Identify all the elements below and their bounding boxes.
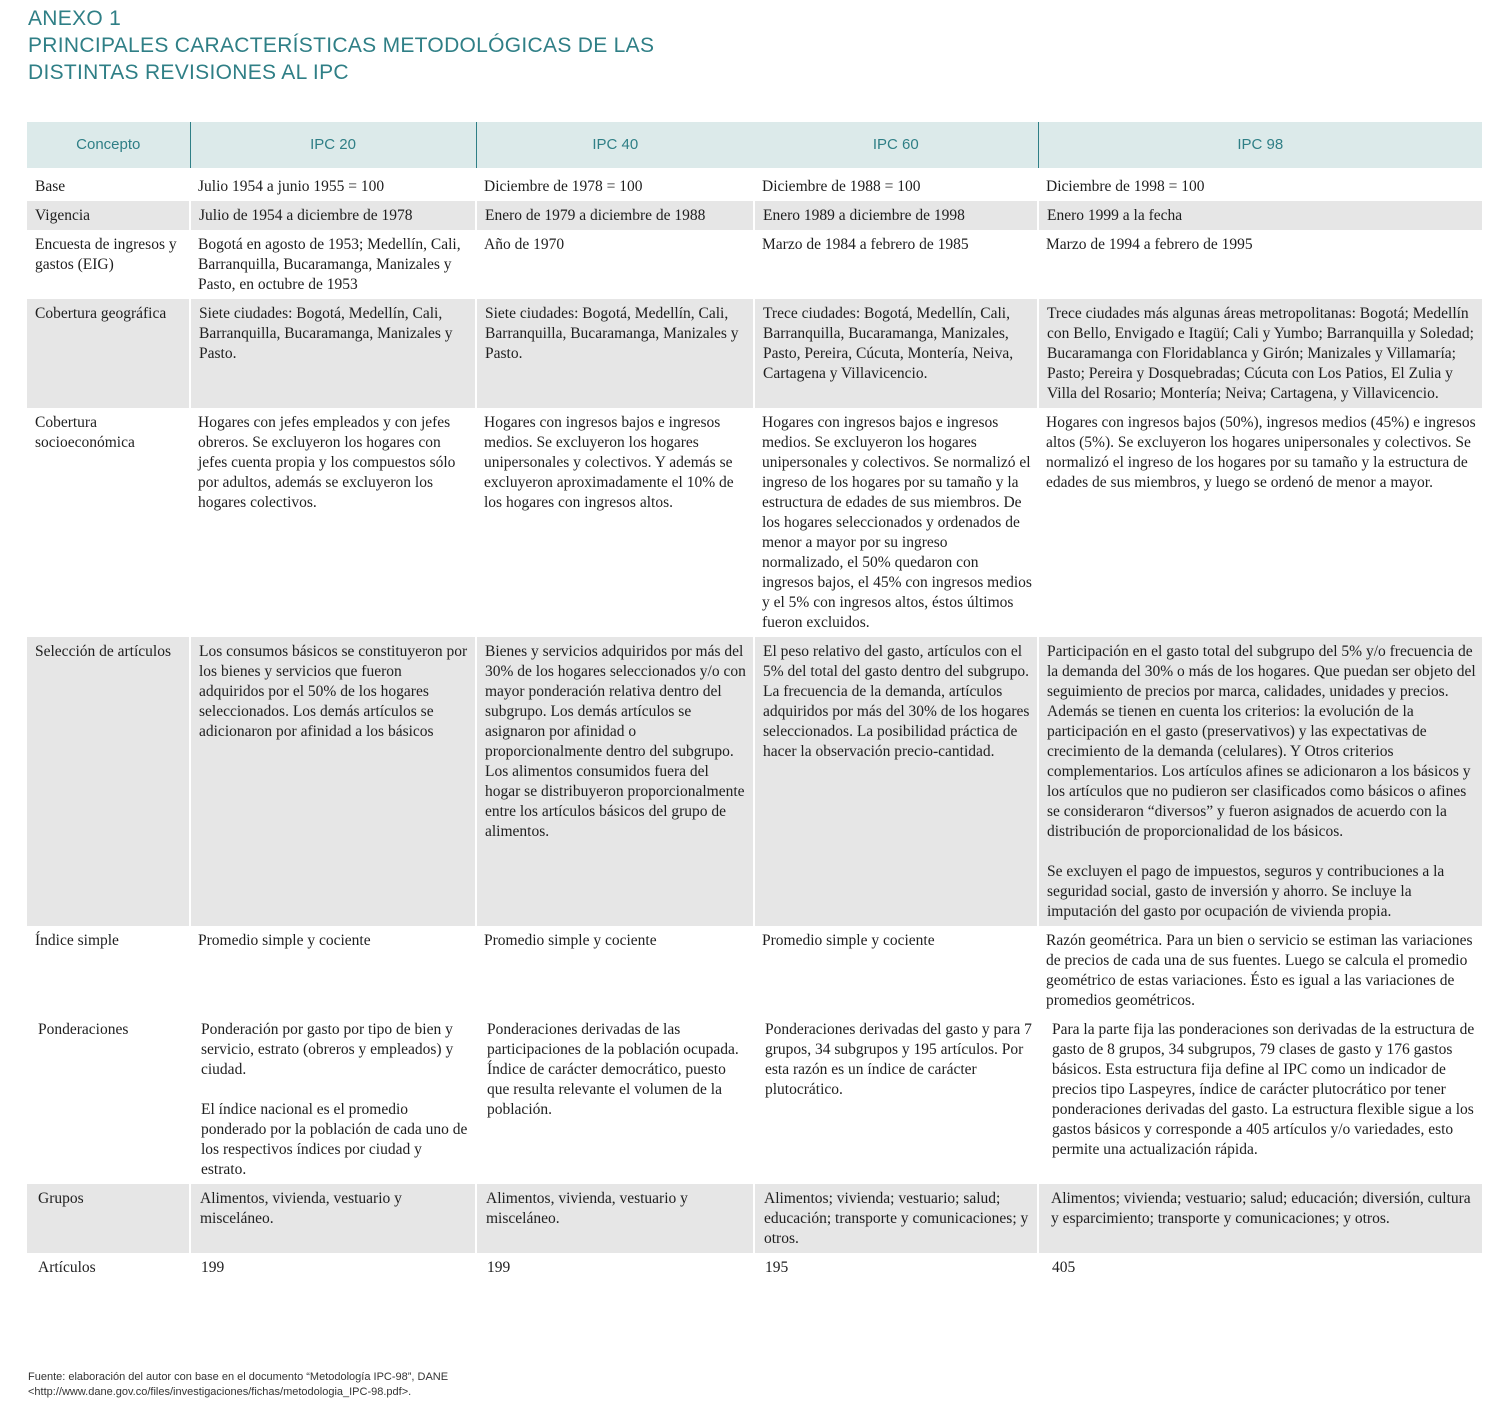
title-line-2: PRINCIPALES CARACTERÍSTICAS METODOLÓGICAS DE LAS [28,34,655,57]
cell-ipc98: Marzo de 1994 a febrero de 1995 [1046,236,1253,253]
paragraph: Ponderación por gasto por tipo de bien y servicio, estrato (obreros y empleados) y ciudad. [201,1021,454,1078]
cell-concepto: Vigencia [27,201,190,230]
cell-ipc40: Año de 1970 [484,236,565,253]
cell-ipc40: Alimentos, vivienda, vestuario y misceláneo. [476,1184,754,1253]
row-seleccion-articulos [27,637,1482,926]
cell-ipc98: Enero 1999 a la fecha [1038,201,1482,230]
cell-ipc98: Alimentos; vivienda; vestuario; salud; educación; diversión, cultura y esparcimiento; transporte y comunicaciones; y otros. [1038,1184,1482,1253]
source-note: Fuente: elaboración del autor con base en el documento “Metodología IPC-98”, DANE <http://www.dane.gov.co/files/investigaciones/fichas/metodologia_IPC-98.pdf>. [28,1371,449,1398]
title-line-1: ANEXO 1 [28,7,122,30]
cell-ipc60: Ponderaciones derivadas del gasto y para 7 grupos, 34 subgrupos y 195 artículos. Por esta razón es un índice de carácter plutocrático. [765,1021,1032,1098]
cell-ipc40: Diciembre de 1978 = 100 [484,178,643,195]
header-ipc20: IPC 20 [190,122,476,168]
cell-ipc40: Ponderaciones derivadas de las participaciones de la población ocupada. Índice de carácter democrático, puesto que resulta relevante el volumen de la población. [487,1021,739,1118]
row-base [27,168,1482,201]
methodology-table [27,122,1482,1282]
row-ponderaciones [27,1015,1482,1184]
cell-concepto: Cobertura geográfica [27,299,190,408]
cell-concepto: Selección de artículos [27,637,190,926]
row-encuesta [27,230,1482,299]
cell-ipc40: Bienes y servicios adquiridos por más del 30% de los hogares seleccionados y/o con mayor ponderación relativa dentro del subgrupo. Los demás artículos se asignaron por afinidad o proporcionalmente dentro del subgrupo. Los alimentos consumidos fuera del hogar se distribuyeron proporcionalmente entre los artículos básicos del grupo de alimentos. [476,637,754,926]
header-ipc60: IPC 60 [754,122,1038,168]
cell-ipc98: 405 [1052,1259,1076,1276]
paragraph: Se excluyen el pago de impuestos, seguros y contribuciones a la seguridad social, gasto de inversión y ahorro. Se incluye la imputación del gasto por ocupación de vivienda propia. [1047,863,1445,920]
cell-ipc98 [1038,637,1482,926]
cell-ipc60: Trece ciudades: Bogotá, Medellín, Cali, Barranquilla, Bucaramanga, Manizales, Pasto, Pereira, Cúcuta, Montería, Neiva, Cartagena y Villavicencio. [754,299,1038,408]
cell-ipc20: 199 [201,1259,225,1276]
cell-ipc20: Alimentos, vivienda, vestuario y misceláneo. [190,1184,476,1253]
cell-ipc98: Trece ciudades más algunas áreas metropolitanas: Bogotá; Medellín con Bello, Envigado e Itagüí; Cali y Yumbo; Barranquilla y Soledad; Bucaramanga con Floridablanca y Girón; Manizales y Villamaría; Pasto; Pereira y Dosquebradas; Cúcuta con Los Patios, El Zulia y Villa del Rosario; Montería; Neiva; Cartagena, y Villavicencio. [1038,299,1482,408]
cell-ipc98: Para la parte fija las ponderaciones son derivadas de la estructura de gasto de 8 grupos, 34 subgrupos, 79 clases de gasto y 176 gastos básicos. Esta estructura fija define al IPC como un indicador de precios tipo Laspeyres, índice de carácter plutocrático por tener ponderaciones derivadas del gasto. La estructura flexible sigue a los gastos básicos y corresponde a 405 artículos y/o variedades, esto permite una actualización rápida. [1052,1021,1475,1158]
cell-ipc60: Enero 1989 a diciembre de 1998 [754,201,1038,230]
cell-ipc20: Julio de 1954 a diciembre de 1978 [190,201,476,230]
cell-ipc20: Los consumos básicos se constituyeron por los bienes y servicios que fueron adquiridos por el 50% de los hogares seleccionados. Los demás artículos se adicionaron por afinidad a los básicos [190,637,476,926]
cell-ipc40: Siete ciudades: Bogotá, Medellín, Cali, Barranquilla, Bucaramanga, Manizales y Pasto. [476,299,754,408]
row-articulos [27,1253,1482,1282]
header-concepto: Concepto [27,122,190,168]
cell-ipc20: Siete ciudades: Bogotá, Medellín, Cali, Barranquilla, Bucaramanga, Manizales y Pasto. [190,299,476,408]
cell-ipc40: Promedio simple y cociente [484,932,657,949]
cell-concepto: Cobertura socioeconómica [35,414,135,451]
cell-ipc98: Hogares con ingresos bajos (50%), ingresos medios (45%) e ingresos altos (5%). Se excluyeron los hogares unipersonales y colectivos. Se normalizó el ingreso de los hogares por su tamaño y la estructura de edades de sus miembros, y luego se ordenó de menor a mayor. [1046,414,1476,491]
cell-ipc60: Diciembre de 1988 = 100 [762,178,921,195]
cell-ipc60: Promedio simple y cociente [762,932,935,949]
header-ipc98: IPC 98 [1038,122,1482,168]
annex-title [28,5,654,86]
header-row [27,122,1482,168]
row-vigencia [27,201,1482,230]
cell-concepto: Ponderaciones [38,1021,129,1038]
cell-ipc20: Bogotá en agosto de 1953; Medellín, Cali, Barranquilla, Bucaramanga, Manizales y Pasto, en octubre de 1953 [198,236,461,293]
cell-ipc20: Julio 1954 a junio 1955 = 100 [198,178,385,195]
paragraph: Participación en el gasto total del subgrupo del 5% y/o frecuencia de la demanda del 30% o más de los hogares. Que puedan ser objeto del seguimiento de precios por marca, calidades, unidades y precios. Además se tienen en cuenta los criterios: la evolución de la participación en el gasto (preservativos) y las expectativas de crecimiento de la demanda (celulares). Y Otros criterios complementarios. Los artículos afines se adicionaron a los básicos y los artículos que no pudieron ser clasificados como básicos o afines se consideraron “diversos” y fueron asignados de acuerdo con la distribución de proporcionalidad de los básicos. [1047,643,1476,840]
cell-ipc60: 195 [765,1259,789,1276]
cell-ipc40: Hogares con ingresos bajos e ingresos medios. Se excluyeron los hogares unipersonales y colectivos. Y además se excluyeron aproximadamente el 10% de los hogares con ingresos altos. [484,414,734,511]
row-cobertura-socioeconomica [27,408,1482,637]
cell-concepto: Índice simple [35,932,119,949]
cell-ipc20 [190,1015,476,1184]
cell-ipc98: Diciembre de 1998 = 100 [1046,178,1205,195]
title-line-3: DISTINTAS REVISIONES AL IPC [28,61,349,84]
cell-ipc40: 199 [487,1259,511,1276]
cell-ipc60: Hogares con ingresos bajos e ingresos medios. Se excluyeron los hogares unipersonales y colectivos. Se normalizó el ingreso de los hogares por su tamaño y la estructura de edades de sus miembros. De los hogares seleccionados y ordenados de menor a mayor por su ingreso normalizado, el 50% quedaron con ingresos bajos, el 45% con ingresos medios y el 5% con ingresos altos, éstos últimos fueron excluidos. [762,414,1032,631]
header-ipc40: IPC 40 [476,122,754,168]
cell-ipc20: Promedio simple y cociente [198,932,371,949]
cell-ipc60: Alimentos; vivienda; vestuario; salud; educación; transporte y comunicaciones; y otros. [754,1184,1038,1253]
paragraph: El índice nacional es el promedio ponderado por la población de cada uno de los respectivos índices por ciudad y estrato. [201,1101,468,1178]
cell-concepto: Base [35,178,66,195]
cell-concepto: Encuesta de ingresos y gastos (EIG) [35,236,177,273]
cell-ipc60: Marzo de 1984 a febrero de 1985 [762,236,969,253]
cell-concepto: Grupos [27,1184,190,1253]
row-indice-simple [27,926,1482,1015]
cell-concepto: Artículos [38,1259,96,1276]
cell-ipc40: Enero de 1979 a diciembre de 1988 [476,201,754,230]
cell-ipc20: Hogares con jefes empleados y con jefes obreros. Se excluyeron los hogares con jefes cuenta propia y los compuestos sólo por adultos, además se excluyeron los hogares colectivos. [198,414,456,511]
cell-ipc98: Razón geométrica. Para un bien o servicio se estiman las variaciones de precios de cada una de sus fuentes. Luego se calcula el promedio geométrico de estas variaciones. Ésto es igual a las variaciones de promedios geométricos. [1046,932,1473,1009]
row-cobertura-geografica [27,299,1482,408]
cell-ipc60: El peso relativo del gasto, artículos con el 5% del total del gasto dentro del subgrupo. La frecuencia de la demanda, artículos adquiridos por más del 30% de los hogares seleccionados. La posibilidad práctica de hacer la observación precio-cantidad. [754,637,1038,926]
row-grupos [27,1184,1482,1253]
